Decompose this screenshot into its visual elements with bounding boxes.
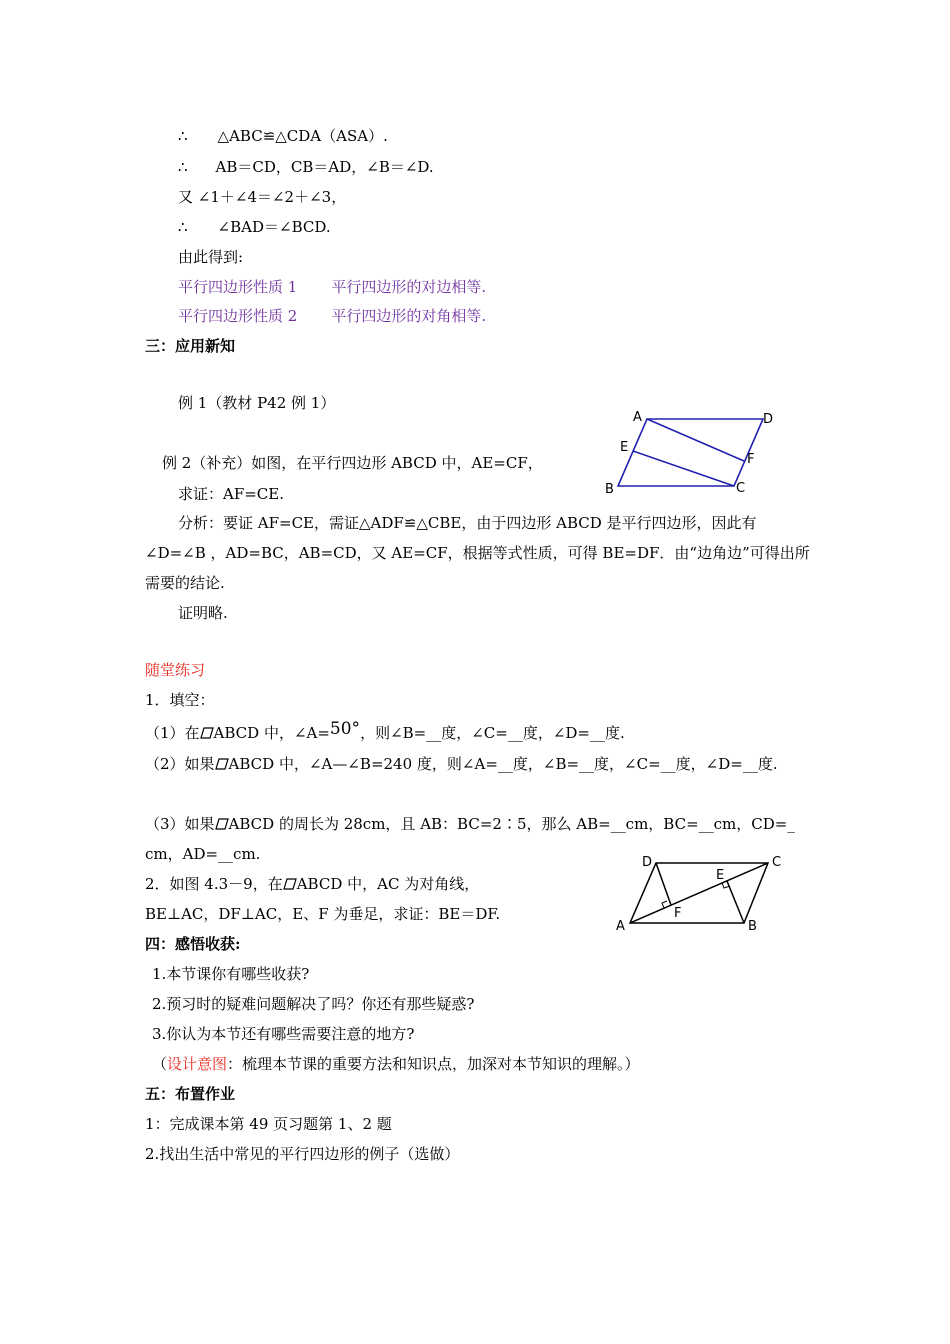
question-1-1: （1）在 ABCD 中，∠A=50°，则∠B=__度，∠C=__度，∠D=__度. [145,719,625,742]
question-1-3-cont: cm，AD=__cm. [145,845,261,863]
example-2: 例 2（补充）如图，在平行四边形 ABCD 中，AE=CF， [162,454,543,472]
label-e: E [620,440,629,455]
question-2: 2．如图 4.3－9，在 ABCD 中，AC 为对角线， [145,875,480,893]
label-b: B [605,482,614,497]
question-1-2: （2）如果 ABCD 中，∠A—∠B=240 度，则∠A=__度，∠B=__度，∠C=__度，∠D=__度. [145,755,778,773]
proof-line-3: 又 ∠1＋∠4＝∠2＋∠3， [178,188,347,206]
section-3-heading: 三：应用新知 [145,337,236,355]
question-2-cont: BE⊥AC，DF⊥AC，E、F 为垂足，求证：BE＝DF. [145,905,501,923]
homework-1: 1：完成课本第 49 页习题第 1、2 题 [145,1115,392,1133]
proof-line-1 [178,126,388,146]
proof-text-4: ∠BAD＝∠BCD. [217,218,331,236]
parallelogram-icon [215,818,229,830]
angle-value: 50° [329,719,361,739]
segment-ec [633,451,734,486]
label-a: A [616,919,625,934]
design-intent-label: 设计意图 [167,1055,228,1073]
property-1 [178,277,486,297]
proof-line-5: 由此得到: [178,248,244,266]
therefore-symbol: ∴ [178,158,188,176]
reflection-3: 3.你认为本节还有哪些需要注意的地方? [152,1025,415,1043]
proof-line-2 [178,157,434,177]
therefore-symbol: ∴ [178,218,188,236]
practice-heading: 随堂练习 [145,661,206,679]
property-2-name: 平行四边形性质 2 [178,307,298,325]
example-1: 例 1（教材 P42 例 1） [178,394,336,412]
proof-text-1: △ABC≌△CDA（ASA）. [217,127,388,145]
label-f: F [747,452,755,467]
segment-be [727,881,744,923]
label-a: A [633,410,642,425]
proof-line-4 [178,217,331,237]
property-2 [178,306,486,326]
prove-statement: 求证：AF=CE. [178,485,285,503]
segment-af [647,419,744,461]
label-b: B [748,919,757,934]
analysis-paragraph: 分析：要证 AF=CE，需证△ADF≌△CBE，由于四边形 ABCD 是平行四边形，因此有∠D=∠B ，AD=BC，AB=CD，又 AE=CF，根据等式性质，可得 BE=DF．由“边角边”可得出所需要的结论. [145,514,810,592]
reflection-1: 1.本节课你有哪些收获? [152,965,310,983]
proof-text-2: AB＝CD，CB＝AD，∠B＝∠D. [215,158,434,176]
parallelogram-icon [215,758,229,770]
reflection-2: 2.预习时的疑难问题解决了吗？你还有那些疑惑? [152,995,475,1013]
therefore-symbol: ∴ [178,127,188,145]
property-1-text: 平行四边形的对边相等. [331,278,487,296]
segment-df [656,863,671,905]
homework-2: 2.找出生活中常见的平行四边形的例子（选做） [145,1145,460,1163]
label-f: F [674,906,682,921]
section-4-heading: 四：感悟收获: [145,935,241,953]
question-1-3: （3）如果 ABCD 的周长为 28cm，且 AB：BC=2∶5，那么 AB=__cm，BC=__cm，CD=_ [145,815,795,833]
parallelogram-diagram-1 [600,406,790,498]
property-1-name: 平行四边形性质 1 [178,278,298,296]
label-d: D [763,412,774,427]
label-c: C [736,481,746,496]
question-1: 1．填空： [145,691,215,709]
label-e: E [716,868,725,883]
design-intent: （设计意图：梳理本节课的重要方法和知识点，加深对本节知识的理解。） [152,1055,640,1073]
parallelogram-icon [200,727,214,739]
property-2-text: 平行四边形的对角相等. [331,307,487,325]
label-d: D [642,855,653,870]
parallelogram-diagram-2 [612,850,792,935]
proof-omitted: 证明略. [178,604,228,622]
section-5-heading: 五：布置作业 [145,1085,236,1103]
parallelogram-icon [283,878,297,890]
label-c: C [772,855,782,870]
